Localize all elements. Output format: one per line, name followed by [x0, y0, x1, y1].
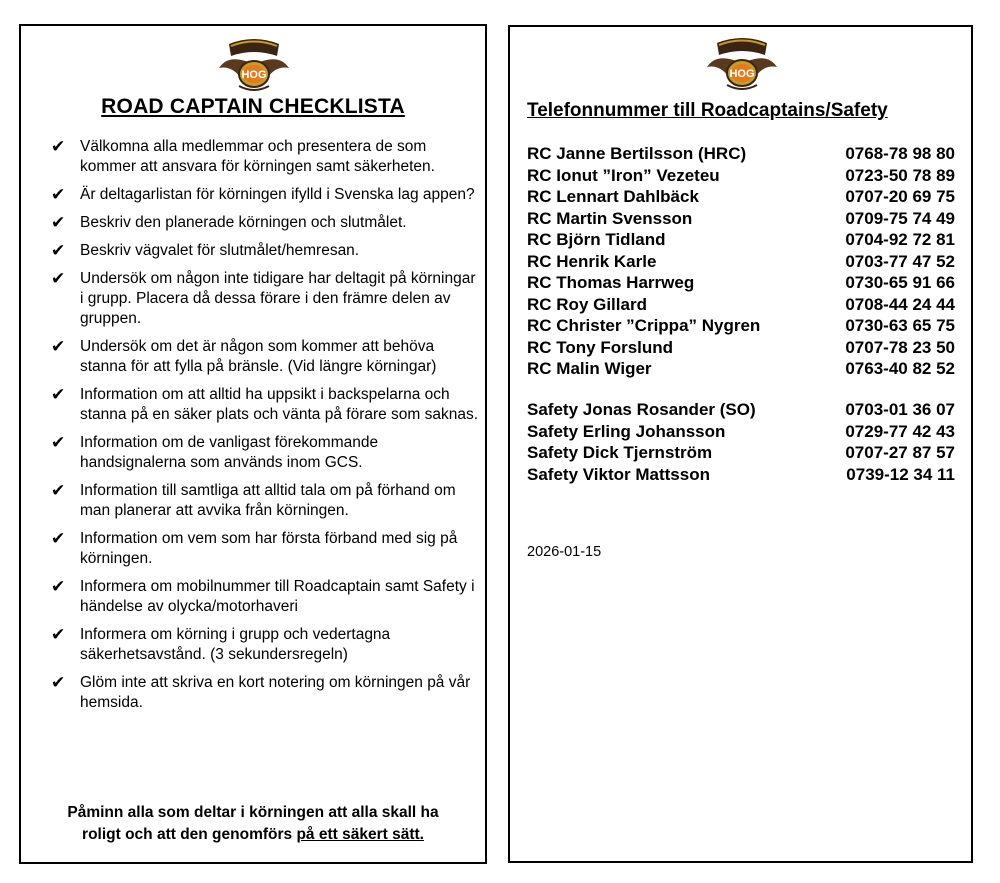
checklist-item-text: Glöm inte att skriva en kort notering om körningen på vår hemsida.	[80, 674, 471, 711]
checklist-item	[51, 185, 481, 205]
contact-row	[527, 186, 955, 208]
checkmark-icon: ✔	[51, 481, 66, 500]
contact-phone: 0763-40 82 52	[845, 359, 955, 378]
contact-phone: 0730-65 91 66	[845, 273, 955, 292]
checklist-item-text: Är deltagarlistan för körningen ifylld i Svenska lag appen?	[80, 186, 475, 203]
contact-name: RC Martin Svensson	[527, 208, 693, 228]
checklist-item-text: Informera om körning i grupp och vedertagna säkerhetsavstånd. (3 sekundersregeln)	[80, 626, 391, 663]
contact-phone: 0708-44 24 44	[845, 294, 955, 314]
checklist-item	[51, 529, 481, 569]
contact-row	[527, 165, 955, 187]
contact-phone: 0729-77 42 43	[845, 421, 955, 441]
contact-name: Safety Dick Tjernström	[527, 443, 713, 462]
contact-row	[527, 337, 955, 359]
contact-row	[527, 229, 955, 251]
checkmark-icon: ✔	[51, 577, 66, 596]
contact-row	[527, 442, 955, 464]
phone-list-title: Telefonnummer till Roadcaptains/Safety	[527, 100, 888, 121]
contact-row	[527, 208, 955, 230]
checkmark-icon: ✔	[51, 241, 66, 260]
checklist-item	[51, 213, 481, 233]
contact-row	[527, 251, 955, 273]
checklist-card	[19, 24, 487, 864]
checklist-title: ROAD CAPTAIN CHECKLISTA	[101, 95, 405, 118]
contact-name: Safety Viktor Mattsson	[527, 464, 710, 484]
checklist-item	[51, 481, 481, 521]
contact-row	[527, 315, 955, 337]
contact-phone: 0704-92 72 81	[845, 230, 955, 249]
checkmark-icon: ✔	[51, 137, 66, 156]
checklist-item	[51, 241, 481, 261]
checkmark-icon: ✔	[51, 213, 66, 232]
contact-phone: 0703-01 36 07	[845, 400, 955, 419]
date-stamp: 2026-01-15	[527, 544, 602, 560]
contact-name: Safety Jonas Rosander (SO)	[527, 400, 756, 419]
contact-phone: 0730-63 65 75	[845, 316, 955, 335]
checklist-item-text: Informera om mobilnummer till Roadcaptain samt Safety i händelse av olycka/motorhaveri	[80, 578, 475, 615]
contact-phone: 0707-27 87 57	[845, 443, 955, 462]
contact-row	[527, 399, 955, 421]
svg-text:HOG: HOG	[241, 69, 267, 81]
checklist-item	[51, 137, 481, 177]
checklist-item-text: Undersök om det är någon som kommer att behöva stanna för att fylla på bränsle. (Vid längre körningar)	[80, 338, 437, 375]
contact-name: RC Björn Tidland	[527, 230, 666, 249]
contact-phone: 0739-12 34 11	[846, 464, 955, 484]
checkmark-icon: ✔	[51, 625, 66, 644]
checklist-item-text: Beskriv den planerade körningen och slutmålet.	[80, 214, 407, 231]
contact-phone: 0709-75 74 49	[845, 208, 955, 228]
checkmark-icon: ✔	[51, 337, 66, 356]
svg-text:HOG: HOG	[729, 68, 755, 80]
hog-chapter-logo	[217, 36, 291, 96]
contact-name: RC Janne Bertilsson (HRC)	[527, 144, 747, 163]
checklist	[51, 137, 481, 721]
footer-line-1: Påminn alla som deltar i körningen att alla skall ha	[67, 804, 439, 821]
contact-name: RC Tony Forslund	[527, 337, 674, 357]
checklist-item	[51, 433, 481, 473]
road-captain-list	[527, 143, 955, 380]
contact-name: RC Thomas Harrweg	[527, 273, 695, 292]
contact-row	[527, 421, 955, 443]
contact-phone: 0703-77 47 52	[845, 251, 955, 271]
checkmark-icon: ✔	[51, 269, 66, 288]
checklist-item-text: Information om att alltid ha uppsikt i backspelarna och stanna på en säker plats och vänta på förare som saknas.	[80, 386, 479, 423]
checklist-item	[51, 577, 481, 617]
contact-row	[527, 272, 955, 294]
contact-phone: 0707-78 23 50	[845, 337, 955, 357]
checkmark-icon: ✔	[51, 529, 66, 548]
contact-name: RC Malin Wiger	[527, 359, 652, 378]
footer-line-2-text: roligt och att den genomförs	[82, 826, 297, 843]
hog-chapter-logo	[705, 35, 779, 95]
contact-row	[527, 143, 955, 165]
checklist-item	[51, 337, 481, 377]
contact-row	[527, 294, 955, 316]
phone-list-card	[508, 25, 973, 863]
checklist-item-text: Beskriv vägvalet för slutmålet/hemresan.	[80, 242, 360, 259]
checklist-item-text: Välkomna alla medlemmar och presentera de som kommer att ansvara för körningen samt säkerheten.	[80, 138, 435, 175]
contact-name: RC Henrik Karle	[527, 251, 657, 271]
checkmark-icon: ✔	[51, 185, 66, 204]
contact-name: RC Christer ”Crippa” Nygren	[527, 316, 761, 335]
footer-line-2	[21, 824, 485, 846]
checklist-item	[51, 385, 481, 425]
contact-row	[527, 358, 955, 380]
safety-list	[527, 399, 955, 485]
contact-name: RC Roy Gillard	[527, 294, 647, 314]
checklist-item-text: Undersök om någon inte tidigare har deltagit på körningar i grupp. Placera då dessa förare i den främre delen av gruppen.	[80, 270, 476, 327]
checklist-item	[51, 625, 481, 665]
contact-phone: 0723-50 78 89	[845, 165, 955, 185]
checkmark-icon: ✔	[51, 673, 66, 692]
contact-phone: 0768-78 98 80	[845, 144, 955, 163]
contact-phone: 0707-20 69 75	[845, 187, 955, 206]
footer-emphasis: på ett säkert sätt.	[296, 826, 424, 843]
contact-name: RC Ionut ”Iron” Vezeteu	[527, 165, 720, 185]
contact-name: RC Lennart Dahlbäck	[527, 187, 699, 206]
checklist-item	[51, 269, 481, 329]
checklist-item-text: Information om de vanligast förekommande handsignalerna som används inom GCS.	[80, 434, 379, 471]
checkmark-icon: ✔	[51, 385, 66, 404]
checklist-item-text: Information om vem som har första förband med sig på körningen.	[80, 530, 458, 567]
footer-reminder	[21, 802, 485, 846]
checklist-item	[51, 673, 481, 713]
contact-row	[527, 464, 955, 486]
checkmark-icon: ✔	[51, 433, 66, 452]
contact-name: Safety Erling Johansson	[527, 421, 726, 441]
checklist-item-text: Information till samtliga att alltid tala om på förhand om man planerar att avvika från körningen.	[80, 482, 456, 519]
